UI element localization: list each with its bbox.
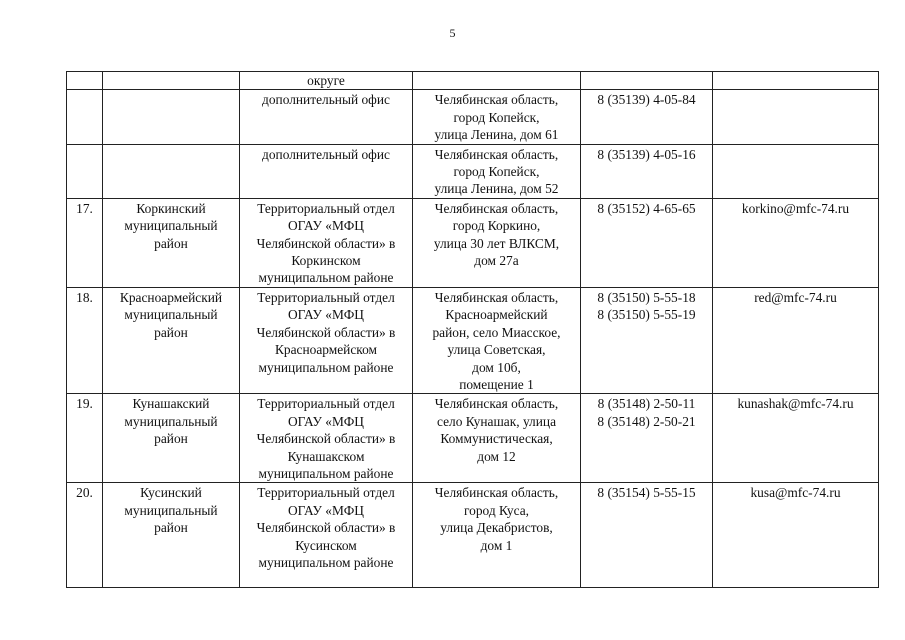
address-line: Челябинская область,	[434, 146, 559, 162]
row-number	[67, 198, 103, 287]
district-line: район	[154, 520, 188, 536]
table-row	[67, 144, 879, 198]
address-line: город Копейск,	[453, 164, 540, 180]
office-name-line: муниципальном районе	[258, 359, 394, 375]
district-cell	[103, 287, 240, 393]
phone-number: 8 (35148) 2-50-11	[597, 396, 696, 412]
phone-number: 8 (35150) 5-55-19	[597, 307, 696, 323]
office-name-line: Челябинской области» в	[256, 235, 396, 251]
district-cell	[103, 72, 240, 90]
phone-cell	[581, 483, 713, 588]
district-line: муниципальный	[124, 502, 218, 518]
phone-cell	[581, 394, 713, 483]
phone-cell	[581, 72, 713, 90]
address-line: село Кунашак, улица	[436, 413, 557, 429]
district-line: муниципальный	[124, 413, 218, 429]
row-number	[67, 72, 103, 90]
page-number: 5	[449, 26, 456, 40]
office-name-line: Красноармейском	[274, 342, 378, 358]
office-name-line: Территориальный отдел	[257, 289, 395, 305]
district-line: район	[154, 324, 188, 340]
address-line: город Коркино,	[452, 218, 541, 234]
phone-cell	[581, 287, 713, 393]
phone-cell	[581, 198, 713, 287]
district-cell	[103, 394, 240, 483]
email-text: korkino@mfc-74.ru	[741, 200, 850, 216]
address-line: дом 1	[480, 537, 513, 553]
office-name-line: Территориальный отдел	[257, 396, 395, 412]
office-name-line: ОГАУ «МФЦ	[288, 413, 364, 429]
email-cell	[713, 72, 879, 90]
table-row	[67, 483, 879, 588]
address-line: Челябинская область,	[434, 485, 559, 501]
address-line: город Копейск,	[453, 109, 540, 125]
address-line: улица Советская,	[447, 342, 546, 358]
phone-number: 8 (35148) 2-50-21	[597, 413, 696, 429]
phone-number: 8 (35152) 4-65-65	[597, 200, 696, 216]
office-name-line: Челябинской области» в	[256, 520, 396, 536]
address-line: улица 30 лет ВЛКСМ,	[433, 235, 560, 251]
row-number-text: 17.	[76, 200, 93, 216]
district-line: Кусинский	[140, 485, 202, 501]
district-line: муниципальный	[124, 307, 218, 323]
row-number-text: 18.	[76, 289, 93, 305]
address-line: дом 10б,	[472, 359, 521, 375]
table-row	[67, 287, 879, 393]
office-name-line: ОГАУ «МФЦ	[288, 307, 364, 323]
district-cell	[103, 90, 240, 144]
office-name-line: округе	[307, 73, 345, 88]
office-name-line: Челябинской области» в	[256, 431, 396, 447]
office-name-cell	[240, 72, 413, 90]
address-line: Челябинская область,	[434, 200, 559, 216]
office-name-cell	[240, 144, 413, 198]
email-cell	[713, 90, 879, 144]
district-cell	[103, 483, 240, 588]
office-name-cell	[240, 198, 413, 287]
office-name-line: Кунашакском	[287, 448, 365, 464]
row-number-text: 20.	[76, 485, 93, 501]
office-name-line: муниципальном районе	[258, 554, 394, 570]
district-cell	[103, 144, 240, 198]
email-cell	[713, 198, 879, 287]
table-row	[67, 90, 879, 144]
address-cell	[413, 144, 581, 198]
office-name-line: Коркинском	[291, 253, 361, 269]
address-cell	[413, 90, 581, 144]
email-text: kusa@mfc-74.ru	[750, 485, 841, 501]
phone-cell	[581, 144, 713, 198]
address-line: Красноармейский	[445, 307, 548, 323]
address-line: Челябинская область,	[434, 92, 559, 108]
email-text: kunashak@mfc-74.ru	[737, 396, 854, 412]
address-line: Челябинская область,	[434, 396, 559, 412]
address-line: улица Декабристов,	[440, 520, 553, 536]
office-name-cell	[240, 287, 413, 393]
district-line: Коркинский	[136, 200, 206, 216]
address-line: дом 27а	[474, 253, 519, 269]
address-line: район, село Миасское,	[432, 324, 561, 340]
office-name-cell	[240, 394, 413, 483]
address-cell	[413, 483, 581, 588]
address-line: дом 12	[477, 448, 516, 464]
phone-number: 8 (35139) 4-05-16	[597, 146, 696, 162]
district-line: муниципальный	[124, 218, 218, 234]
address-cell	[413, 394, 581, 483]
office-name-line: Челябинской области» в	[256, 324, 396, 340]
office-name-line: Кусинском	[295, 537, 357, 553]
row-number	[67, 287, 103, 393]
address-line: Челябинская область,	[434, 289, 559, 305]
email-text: red@mfc-74.ru	[754, 289, 837, 305]
district-line: район	[154, 235, 188, 251]
address-line: улица Ленина, дом 52	[434, 181, 559, 197]
email-cell	[713, 144, 879, 198]
phone-cell	[581, 90, 713, 144]
table-row	[67, 394, 879, 483]
office-name-cell	[240, 483, 413, 588]
district-cell	[103, 198, 240, 287]
office-name-line: Территориальный отдел	[257, 200, 395, 216]
row-number	[67, 394, 103, 483]
row-number	[67, 483, 103, 588]
table-row	[67, 72, 879, 90]
office-name-line: дополнительный офис	[262, 146, 390, 162]
address-cell	[413, 72, 581, 90]
row-number-text: 19.	[76, 396, 93, 412]
district-line: Кунашакский	[132, 396, 210, 412]
address-line: помещение 1	[459, 376, 534, 392]
email-cell	[713, 287, 879, 393]
address-line: Коммунистическая,	[440, 431, 553, 447]
office-name-line: муниципальном районе	[258, 465, 394, 481]
table-row	[67, 198, 879, 287]
office-name-line: ОГАУ «МФЦ	[288, 502, 364, 518]
row-number	[67, 90, 103, 144]
phone-number: 8 (35139) 4-05-84	[597, 92, 696, 108]
address-cell	[413, 198, 581, 287]
office-name-line: Территориальный отдел	[257, 485, 395, 501]
phone-number: 8 (35150) 5-55-18	[597, 289, 696, 305]
district-line: Красноармейский	[119, 289, 223, 305]
office-name-cell	[240, 90, 413, 144]
phone-number: 8 (35154) 5-55-15	[597, 485, 696, 501]
office-name-line: ОГАУ «МФЦ	[288, 218, 364, 234]
row-number	[67, 144, 103, 198]
address-cell	[413, 287, 581, 393]
office-name-line: дополнительный офис	[262, 92, 390, 108]
address-line: улица Ленина, дом 61	[434, 127, 559, 143]
email-cell	[713, 483, 879, 588]
office-name-line: муниципальном районе	[258, 270, 394, 286]
district-line: район	[154, 431, 188, 447]
address-line: город Куса,	[463, 502, 530, 518]
mfc-offices-table	[66, 71, 879, 588]
email-cell	[713, 394, 879, 483]
